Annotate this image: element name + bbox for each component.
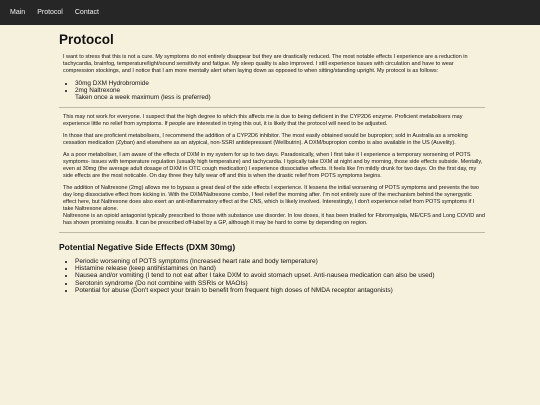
divider: [59, 107, 485, 108]
protocol-item: [75, 87, 485, 101]
protocol-item: • 30mg DXM Hydrobromide: [75, 80, 485, 87]
side-effect-item: • Nausea and/or vomiting (I tend to not eat after I take DXM to avoid stomach upset. Anti-nausea medication can also be used): [75, 272, 485, 279]
divider: [59, 232, 485, 233]
main-content: [59, 25, 485, 299]
top-navbar: [0, 0, 540, 25]
nav-main[interactable]: Main: [10, 9, 26, 16]
nav-protocol[interactable]: Protocol: [37, 9, 63, 16]
side-effect-item: • Periodic worsening of POTS symptoms (Increased heart rate and body temperature): [75, 258, 485, 265]
protocol-list: [63, 80, 485, 102]
intro-paragraph: I want to stress that this is not a cure. My symptoms do not entirely disappear but they are drastically reduced. The most notable effects I experience are a reduction in tachycardia, brainfog, temperature/light/sound sensitivity and fatigue. My sleep quality is also improved. I still experience issues with circulation and have to wear compression stockings, and I notice that I am more mentally alert when laying down as opposed to when sitting/standing upright. My protocol is as follows:: [63, 54, 468, 74]
protocol-item-label: 2mg Naltrexone: [75, 87, 121, 95]
body-paragraph: As a poor metaboliser, I am aware of the effects of DXM in my system for up to two days. Paradoxically, when I first take it I experience a temporary worsening of POTS symptoms- issues with temperature regulation (usually high temperature) and tachycardia. I typically take DXM at night and by morning, those side effects subside. Mentally, even at 30mg (the average adult dosage of DXM in OTC cough medication) I experience dissociative effects. It feels like I'm mildly drunk for two days. On the first day, my side effects are the most noticable. On day three they fully wear off and this is when the drastic relief from POTS symptoms begins.: [63, 151, 483, 179]
protocol-note: Taken once a week maximum (less is preferred): [75, 94, 211, 102]
naltrexone-paragraph-2: Naltrexone is an opioid antagonist typically prescribed to those with substance use disorder. In low doses, it has been trialled for Fibromyalgia, ME/CFS and Long COVID and has shown promising results. It can be prescribed off-label by a GP, although it may be hard to come by depending on region.: [63, 212, 485, 226]
body-paragraph: In those that are proficient metabolisers, I recommend the addition of a CYP2D6 inhibitor. The most easily obtained would be bupropion; sold in Australia as a smoking cessation medication (Zyban) and elsewhere as an atypical, non-SSRI antidepressant (Wellbutrin). A DXM/bupropion combo is also available in the US (Auvelity).: [63, 132, 468, 146]
side-effect-item: • Serotonin syndrome (Do not combine with SSRIs or MAOIs): [75, 280, 485, 287]
side-effects-title: Potential Negative Side Effects (DXM 30mg): [59, 241, 236, 252]
side-effect-item: • Potential for abuse (Don't expect your brain to benefit from frequent high doses of NMDA receptor antagonists): [75, 287, 485, 294]
nav-contact[interactable]: Contact: [74, 9, 99, 16]
body-paragraph: This may not work for everyone. I suspect that the high degree to which this affects me is due to being deficient in the CYP2D6 enzyme. Proficient metabolisers may experience little no relief from symptoms. If people are interested in trying this out, it is likely that the protocol will need to be adjusted.: [63, 113, 463, 127]
side-effects-list: [63, 258, 485, 294]
side-effect-item: • Histamine release (keep antihistamines on hand): [75, 265, 485, 272]
naltrexone-paragraph: The addition of Naltrexone (2mg) allows me to bypass a great deal of the side effects I experience. It lessens the initial worsening of POTS symptoms and prevents the two day long dissociative effect from kicking in. With the DXM/Naltrexone combo, I feel relief the morning after. I'm not entirely sure of the mechanism behind the synergystic effect here, but Naltrexone does also exert an anti-inflammatory effect at the CNS, which is likely involved. Interestingly, I don't experience relief from POTS symptoms if I take Naltrexone alone.: [63, 184, 479, 212]
page-title: Protocol: [59, 32, 114, 47]
